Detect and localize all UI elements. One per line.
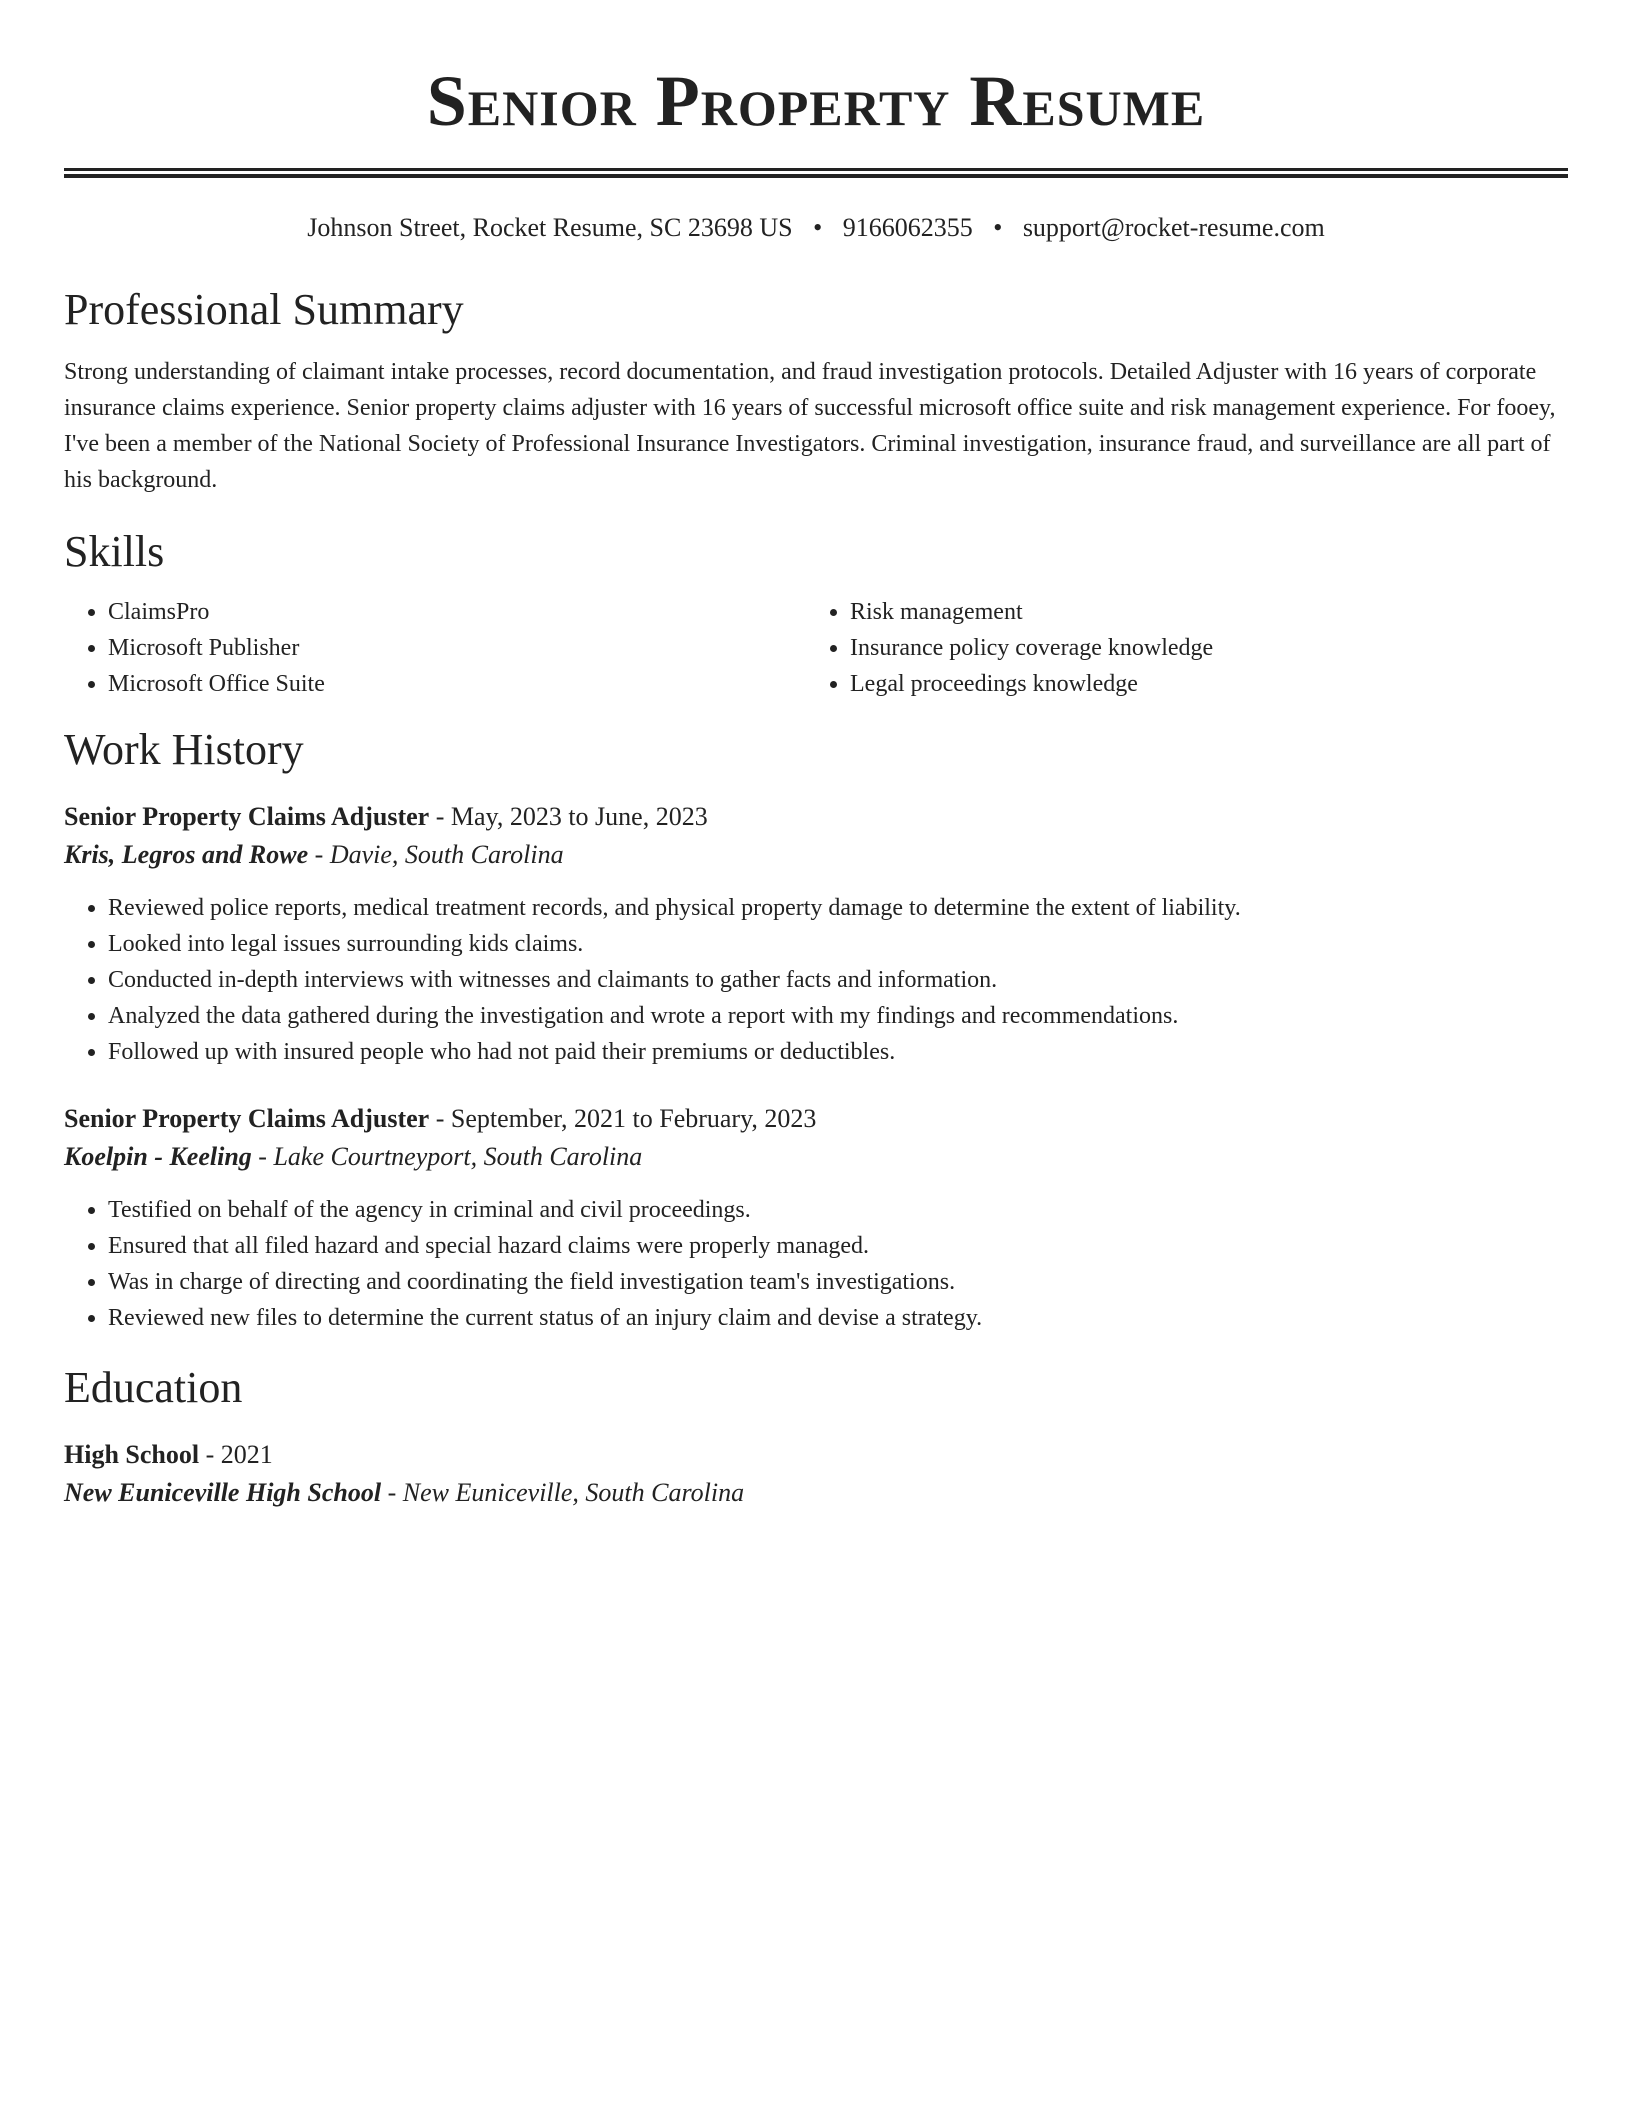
- skill-item: • ClaimsPro: [108, 594, 806, 630]
- job-location: Lake Courtneyport, South Carolina: [273, 1142, 643, 1171]
- skill-item: • Microsoft Publisher: [108, 630, 806, 666]
- education-school-line: [64, 1474, 1568, 1512]
- contact-separator: •: [993, 213, 1003, 242]
- contact-address: Johnson Street, Rocket Resume, SC 23698 US: [307, 213, 793, 242]
- job-duties-list: [64, 890, 1568, 1070]
- skills-list-right: [806, 594, 1548, 702]
- education-heading: Education: [64, 1363, 243, 1412]
- dash: -: [199, 1440, 221, 1469]
- dash: -: [251, 1142, 274, 1171]
- work-history-heading: Work History: [64, 725, 304, 774]
- job-company: Kris, Legros and Rowe: [64, 840, 309, 869]
- resume-page: [64, 0, 1568, 1512]
- job-duty: • Was in charge of directing and coordinating the field investigation team's investigations.: [108, 1264, 1568, 1300]
- title-double-rule: [64, 168, 1568, 178]
- job-dates: September, 2021 to February, 2023: [450, 1104, 817, 1133]
- contact-line: [64, 212, 1568, 244]
- job-duty: • Reviewed new files to determine the current status of an injury claim and devise a strategy.: [108, 1300, 1568, 1336]
- dash: -: [308, 840, 330, 869]
- skill-item: • Microsoft Office Suite: [108, 666, 806, 702]
- job-duty: • Ensured that all filed hazard and special hazard claims were properly managed.: [108, 1228, 1568, 1264]
- education-school: New Euniceville High School: [64, 1478, 382, 1507]
- dash: -: [429, 1104, 451, 1133]
- education-degree: High School: [64, 1440, 200, 1469]
- job-duty: • Analyzed the data gathered during the investigation and wrote a report with my findings and recommendations.: [108, 998, 1568, 1034]
- job-duty: • Followed up with insured people who had not paid their premiums or deductibles.: [108, 1034, 1568, 1070]
- skill-item: • Risk management: [850, 594, 1548, 630]
- job-entry: [64, 798, 1568, 1070]
- skills-list-left: [64, 594, 806, 702]
- job-company-line: [64, 836, 1568, 874]
- education-degree-line: [64, 1436, 1568, 1474]
- job-location: Davie, South Carolina: [329, 840, 564, 869]
- skills-grid: [64, 594, 1568, 702]
- skills-heading: Skills: [64, 527, 165, 576]
- job-title: Senior Property Claims Adjuster: [64, 802, 430, 831]
- job-duty: • Reviewed police reports, medical treatment records, and physical property damage to determine the extent of liability.: [108, 890, 1568, 926]
- contact-phone: 9166062355: [842, 213, 973, 242]
- summary-text: Strong understanding of claimant intake processes, record documentation, and fraud investigation protocols. Detailed Adjuster with 16 years of corporate insurance claims experience. Senior property claims adjuster with 16 years of successful microsoft office suite and risk management experience. For fooey, I've been a member of the National Society of Professional Insurance Investigators. Criminal investigation, insurance fraud, and surveillance are all part of his background.: [64, 359, 1556, 493]
- education-location: New Euniceville, South Carolina: [402, 1478, 745, 1507]
- summary-heading: Professional Summary: [64, 285, 464, 334]
- job-duty: • Conducted in-depth interviews with witnesses and claimants to gather facts and information.: [108, 962, 1568, 998]
- contact-separator: •: [813, 213, 823, 242]
- job-duty: • Looked into legal issues surrounding kids claims.: [108, 926, 1568, 962]
- dash: -: [381, 1478, 403, 1507]
- skill-item: • Insurance policy coverage knowledge: [850, 630, 1548, 666]
- job-title: Senior Property Claims Adjuster: [64, 1104, 430, 1133]
- skill-item: • Legal proceedings knowledge: [850, 666, 1548, 702]
- job-entry: [64, 1100, 1568, 1336]
- job-duty: • Testified on behalf of the agency in criminal and civil proceedings.: [108, 1192, 1568, 1228]
- dash: -: [429, 802, 451, 831]
- education-year: 2021: [220, 1440, 273, 1469]
- job-dates: May, 2023 to June, 2023: [450, 802, 708, 831]
- job-company: Koelpin - Keeling: [64, 1142, 252, 1171]
- job-company-line: [64, 1138, 1568, 1176]
- contact-email: support@rocket-resume.com: [1022, 213, 1325, 242]
- resume-title: Senior Property Resume: [426, 61, 1206, 141]
- job-title-line: [64, 798, 1568, 836]
- job-duties-list: [64, 1192, 1568, 1336]
- job-title-line: [64, 1100, 1568, 1138]
